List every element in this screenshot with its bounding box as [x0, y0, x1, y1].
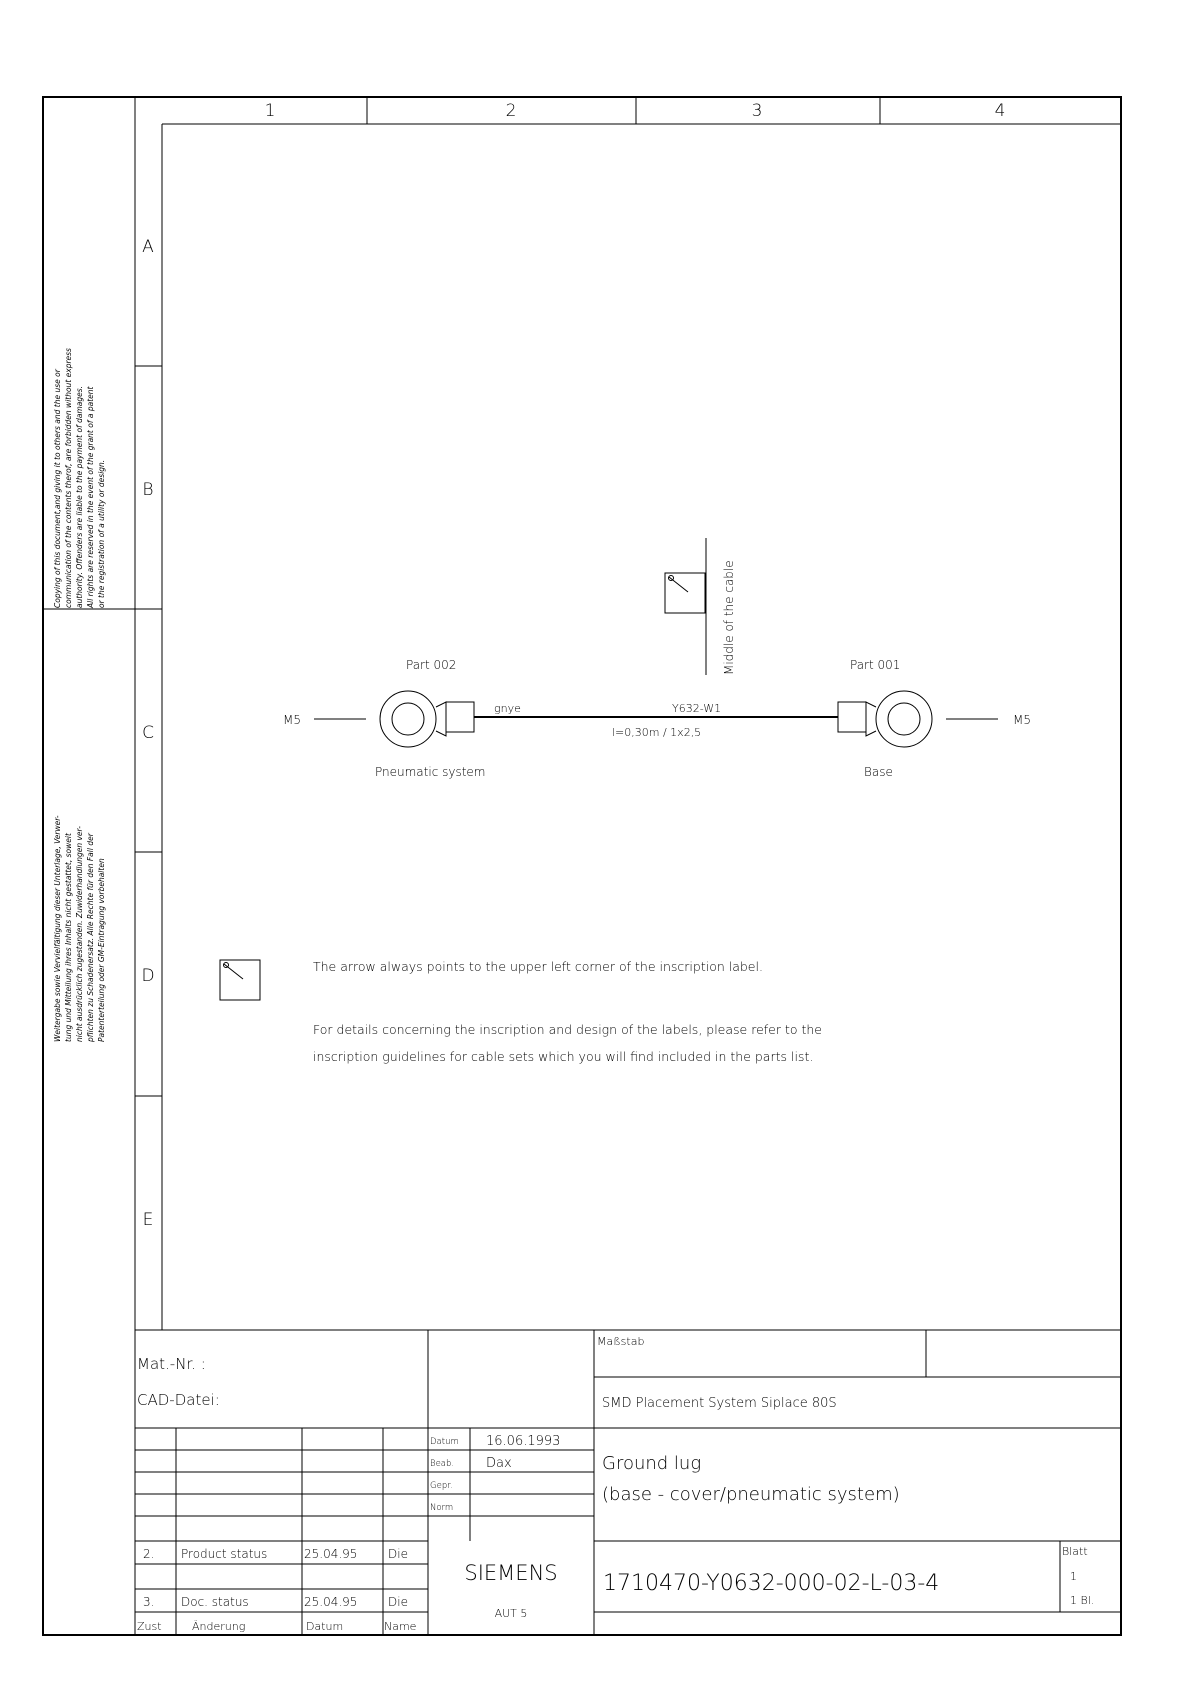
- svg-text:Weitergabe sowie Vervielfältig: Weitergabe sowie Vervielfältigung dieser Unterlage, Verwer-: [53, 815, 62, 1042]
- revision-change: Doc. status: [181, 1595, 249, 1609]
- norm-label: Norm: [430, 1503, 454, 1513]
- drawing-number: 1710470-Y0632-000-02-L-03-4: [603, 1571, 940, 1596]
- arrow-note: The arrow always points to the upper left corner of the inscription label.: [313, 959, 763, 974]
- row-label-e: E: [142, 1210, 154, 1230]
- division-name: AUT 5: [494, 1607, 528, 1620]
- right-location-label: Base: [864, 765, 893, 779]
- row-label-a: A: [142, 237, 154, 257]
- revision-zust: 2.: [143, 1547, 155, 1561]
- left-part-label: Part 002: [406, 658, 457, 672]
- company-name: SIEMENS: [464, 1561, 558, 1585]
- drawing-title-line1: Ground lug: [602, 1453, 702, 1474]
- checked-label: Gepr.: [430, 1481, 453, 1491]
- column-header-name: Name: [384, 1620, 417, 1633]
- row-label-b: B: [142, 480, 154, 500]
- right-part-label: Part 001: [850, 658, 901, 672]
- column-label-4: 4: [994, 101, 1006, 121]
- cable-spec-label: l=0,30m / 1x2,5: [612, 726, 702, 739]
- details-note-line2: inscription guidelines for cable sets which you will find included in the parts list.: [313, 1049, 814, 1064]
- scale-label: Maßstab: [597, 1335, 645, 1348]
- label-arrow-icon: [669, 577, 688, 592]
- details-note-line1: For details concerning the inscription and design of the labels, please refer to the: [313, 1022, 822, 1037]
- copyright-notice-german: [53, 815, 106, 1043]
- legend-arrow-icon: [224, 964, 243, 979]
- column-label-1: 1: [264, 101, 276, 121]
- middle-of-cable-label: Middle of the cable: [722, 560, 736, 675]
- row-label-d: D: [141, 966, 155, 986]
- mat-nr-label: Mat.-Nr. :: [137, 1355, 206, 1373]
- left-thread-label: M5: [283, 713, 301, 727]
- column-label-3: 3: [751, 101, 763, 121]
- revision-name: Die: [388, 1547, 408, 1561]
- svg-text:nicht ausdrücklich zugestanden: nicht ausdrücklich zugestanden. Zuwiderhandlungen ver-: [75, 826, 84, 1042]
- sheet-count: 1 Bl.: [1070, 1594, 1095, 1607]
- left-location-label: Pneumatic system: [375, 765, 486, 779]
- svg-text:Patenterteilung oder GM-Eintra: Patenterteilung oder GM-Eintragung vorbehalten: [97, 858, 106, 1042]
- date-value: 16.06.1993: [486, 1434, 561, 1449]
- right-thread-label: M5: [1013, 713, 1031, 727]
- svg-text:or the registration of a utili: or the registration of a utility or design.: [97, 459, 106, 608]
- revision-change: Product status: [181, 1547, 268, 1561]
- color-code-label: gnye: [494, 702, 521, 715]
- sheet-value: 1: [1070, 1570, 1077, 1583]
- sheet-label: Blatt: [1062, 1545, 1088, 1558]
- left-ring-terminal-outer: [380, 691, 436, 747]
- svg-text:tung und Mitteilung ihres Inha: tung und Mitteilung ihres Inhalts nicht gestattet, soweit: [64, 833, 73, 1042]
- svg-text:communication of the contents: communication of the contents therof, are forbidden without express: [64, 348, 73, 608]
- prepared-value: Dax: [486, 1456, 512, 1471]
- revision-date: 25.04.95: [304, 1595, 358, 1609]
- column-header-date: Datum: [306, 1620, 344, 1633]
- svg-text:pflichten zu Schadenersatz. Al: pflichten zu Schadenersatz. Alle Rechte für den Fall der: [86, 833, 95, 1042]
- svg-text:authority. Offenders are liabl: authority. Offenders are liable to the payment of damages.: [75, 385, 84, 608]
- right-ring-terminal-outer: [876, 691, 932, 747]
- revision-name: Die: [388, 1595, 408, 1609]
- project-name: SMD Placement System Siplace 80S: [602, 1396, 837, 1411]
- row-label-c: C: [142, 723, 154, 743]
- cable-id-label: Y632-W1: [672, 702, 722, 715]
- drawing-title-line2: (base - cover/pneumatic system): [602, 1484, 900, 1505]
- prepared-label: Beab.: [430, 1459, 455, 1469]
- right-crimp-sleeve: [838, 702, 866, 732]
- svg-text:All rights are reserved in the: All rights are reserved in the event of the grant of a patent: [86, 386, 95, 608]
- date-label: Datum: [430, 1437, 459, 1447]
- copyright-notice-english: [53, 348, 106, 609]
- revision-zust: 3.: [143, 1595, 155, 1609]
- column-header-change: Änderung: [192, 1620, 246, 1633]
- right-ring-terminal-inner: [888, 703, 920, 735]
- revision-date: 25.04.95: [304, 1547, 358, 1561]
- cad-file-label: CAD-Datei:: [137, 1391, 220, 1409]
- column-label-2: 2: [505, 101, 517, 121]
- svg-text:Copying of this document,and g: Copying of this document,and giving it to others and the use or: [53, 369, 62, 608]
- left-crimp-sleeve: [446, 702, 474, 732]
- left-ring-terminal-inner: [392, 703, 424, 735]
- column-header-status: Zust: [137, 1620, 162, 1633]
